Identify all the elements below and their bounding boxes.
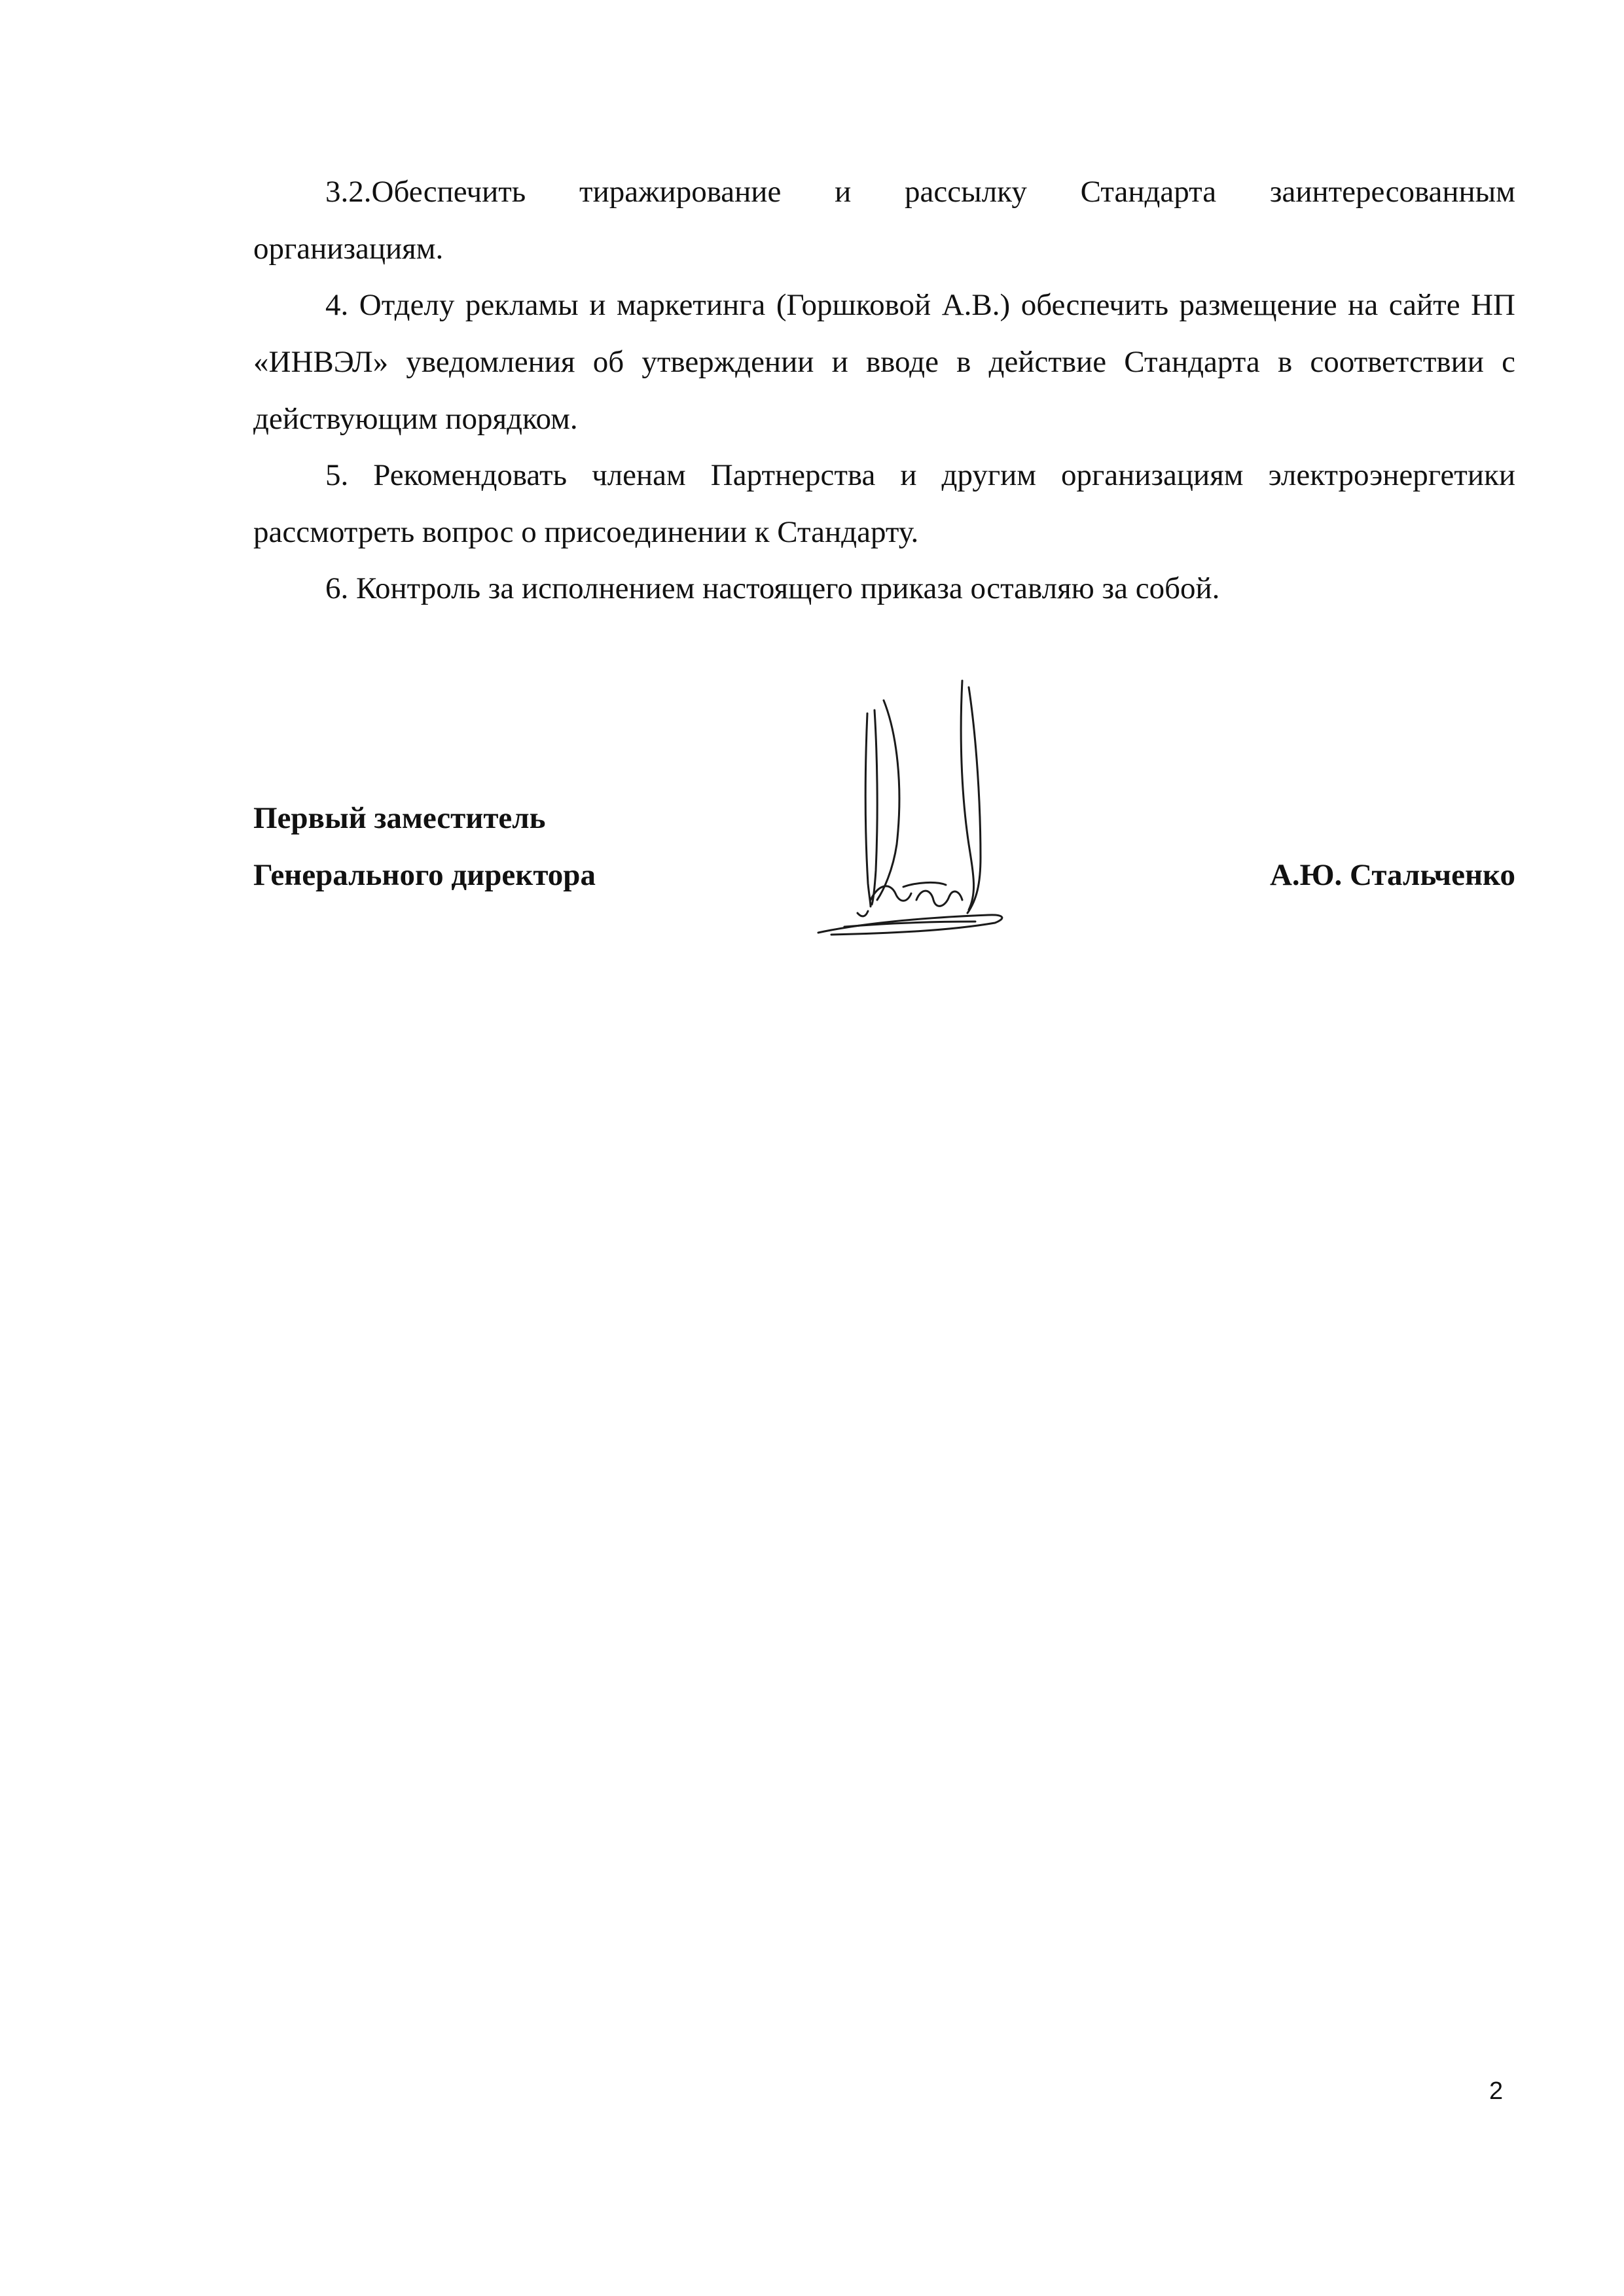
signatory-position-line-1: Первый заместитель: [253, 801, 546, 835]
paragraph-3-2-line-2: организациям.: [253, 232, 444, 266]
paragraph-3-2-line-1: 3.2.Обеспечить тиражирование и рассылку Стандарта заинтересованным: [325, 175, 1515, 209]
handwritten-signature: [805, 674, 1021, 936]
paragraph-4: 4. Отделу рекламы и маркетинга (Горшковой А.В.) обеспечить размещение на сайте НП «ИНВЭЛ» уведомления об утверждении и вводе в действие Стандарта в соответствии с действующим порядком.: [253, 288, 1515, 436]
signatory-position: [253, 790, 596, 904]
paragraph-3-2: [253, 164, 1515, 278]
signatory-name: А.Ю. Стальченко: [1269, 858, 1515, 892]
signatory-position-line-2: Генерального директора: [253, 858, 596, 892]
page-number: 2: [1489, 2077, 1504, 2105]
paragraph-6: 6. Контроль за исполнением настоящего приказа оставляю за собой.: [325, 571, 1220, 605]
paragraph-5: 5. Рекомендовать членам Партнерства и другим организациям электроэнергетики рассмотреть вопрос о присоединении к Стандарту.: [253, 458, 1515, 549]
